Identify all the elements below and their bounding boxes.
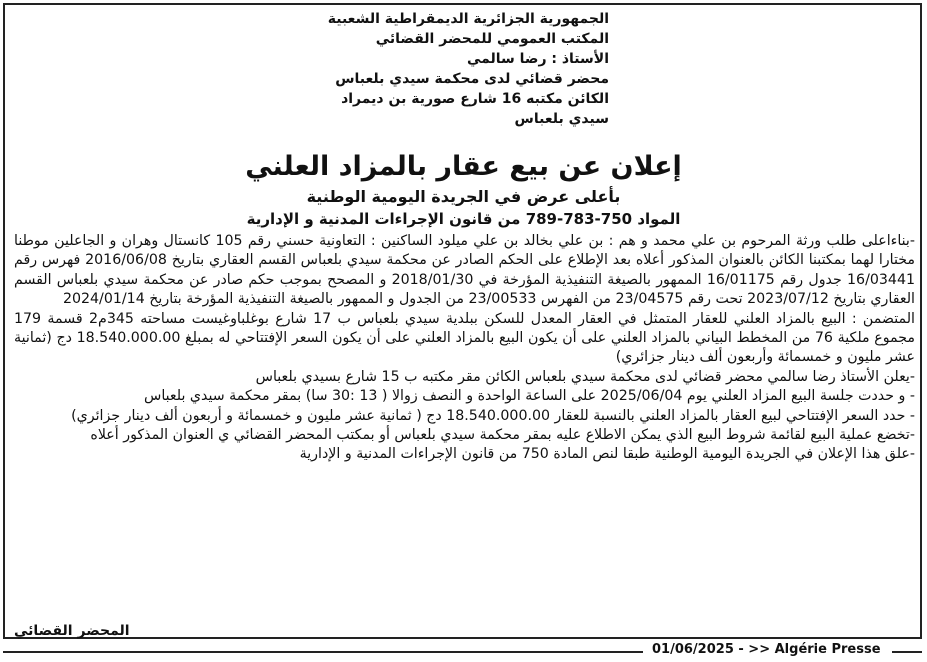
- footer: [0, 642, 927, 660]
- announcement-subtitle: بأعلى عرض في الجريدة اليومية الوطنية: [306, 187, 621, 206]
- header-bailiff-court: محضر قضائي لدى محكمة سيدي بلعباس: [335, 71, 609, 87]
- footer-source: 01/06/2025 - >> Algérie Presse: [652, 642, 881, 657]
- paragraph-session: - و حددت جلسة البيع المزاد العلني يوم 2025/06/04 على الساعة الواحدة و النصف زوالا ( 13 :30 سا) بمقر محكمة سيدي بلعباس: [144, 388, 915, 405]
- paragraph-notice: -يعلن الأستاذ رضا سالمي محضر قضائي لدى محكمة سيدي بلعباس الكائن مقر مكتبه ب 15 شارع بسيدي بلعباس: [255, 368, 915, 385]
- announcement-body: [14, 232, 915, 465]
- paragraph-publication: -علق هذا الإعلان في الجريدة اليومية الوطنية طبقا لنص المادة 750 من قانون الإجراءات المدنية و الإدارية: [299, 446, 915, 463]
- header-republic: الجمهورية الجزائرية الديمقراطية الشعبية: [327, 11, 609, 27]
- paragraph-request: -بناءاعلى طلب ورثة المرحوم بن علي محمد و هم : بن علي بخالد بن علي ميلود الساكنين : التعاونية حسني رقم 105 كانستال وهران و الجاعلين موطنا مختارا لهما بمكتبنا الكائن بالعنوان المذكور أعلاه بعد الإطلاع على الحكم الصادر عن محكمة سيدي بلعباس القسم العقاري بتاريخ 2016/06/08 فهرس رقم 16/03441 جدول رقم 16/01175 الممهور بالصيغة التنفيذية المؤرخة في 2018/01/30 و المصحح بموجب حكم صادر عن محكمة سيدي بلعباس القسم العقاري بتاريخ 2023/07/12 تحت رقم 23/04575 من الفهرس 23/00533 من الجدول و الممهور بالصيغة التنفيذية المؤرخة بتاريخ 2024/01/14: [14, 233, 915, 308]
- paragraph-conditions: -تخضع عملية البيع لقائمة شروط البيع الذي يمكن الاطلاع عليه بمقر محكمة سيدي بلعباس أو بمكتب المحضر القضائي ي العنوان المذكور أعلاه: [90, 427, 915, 444]
- legal-reference: المواد 750-783-789 من قانون الإجراءات المدنية و الإدارية: [246, 210, 681, 228]
- header-bailiff-name: الأستاذ : رضا سالمي: [466, 51, 609, 67]
- paragraph-price: - حدد السعر الإفتتاحي لبيع العقار بالمزاد العلني بالنسبة للعقار 18.540.000.00 دج ( ثمانية عشر مليون و خمسمائة و أربعون ألف دينار جزائري): [71, 407, 915, 424]
- header-city: سيدي بلعباس: [514, 111, 609, 127]
- signature: المحضر القضائي: [14, 623, 130, 639]
- header-office-address: الكائن مكتبه 16 شارع صورية بن ديمراد: [341, 91, 609, 107]
- footer-rule-right: [892, 651, 922, 653]
- paragraph-subject: المتضمن : البيع بالمزاد العلني للعقار المتمثل في العقار المعدل للسكن ببلدية سيدي بلعباس ب 17 شارع بوغلباوغيست مساحته 345م2 قسمة 179 مجموع ملكية 76 من المخطط البياني بالمزاد العلني على أن يكون البيع بالمزاد العلني على أن يكون السعر الإفتتاحي له بمبلغ 18.540.000.00 دج (ثمانية عشر مليون و خمسمائة وأربعون ألف دينار جزائري): [14, 310, 916, 366]
- footer-rule-left: [3, 651, 643, 653]
- header-office: المكتب العمومي للمحضر القضائي: [375, 31, 609, 47]
- announcement-title: إعلان عن بيع عقار بالمزاد العلني: [245, 151, 682, 182]
